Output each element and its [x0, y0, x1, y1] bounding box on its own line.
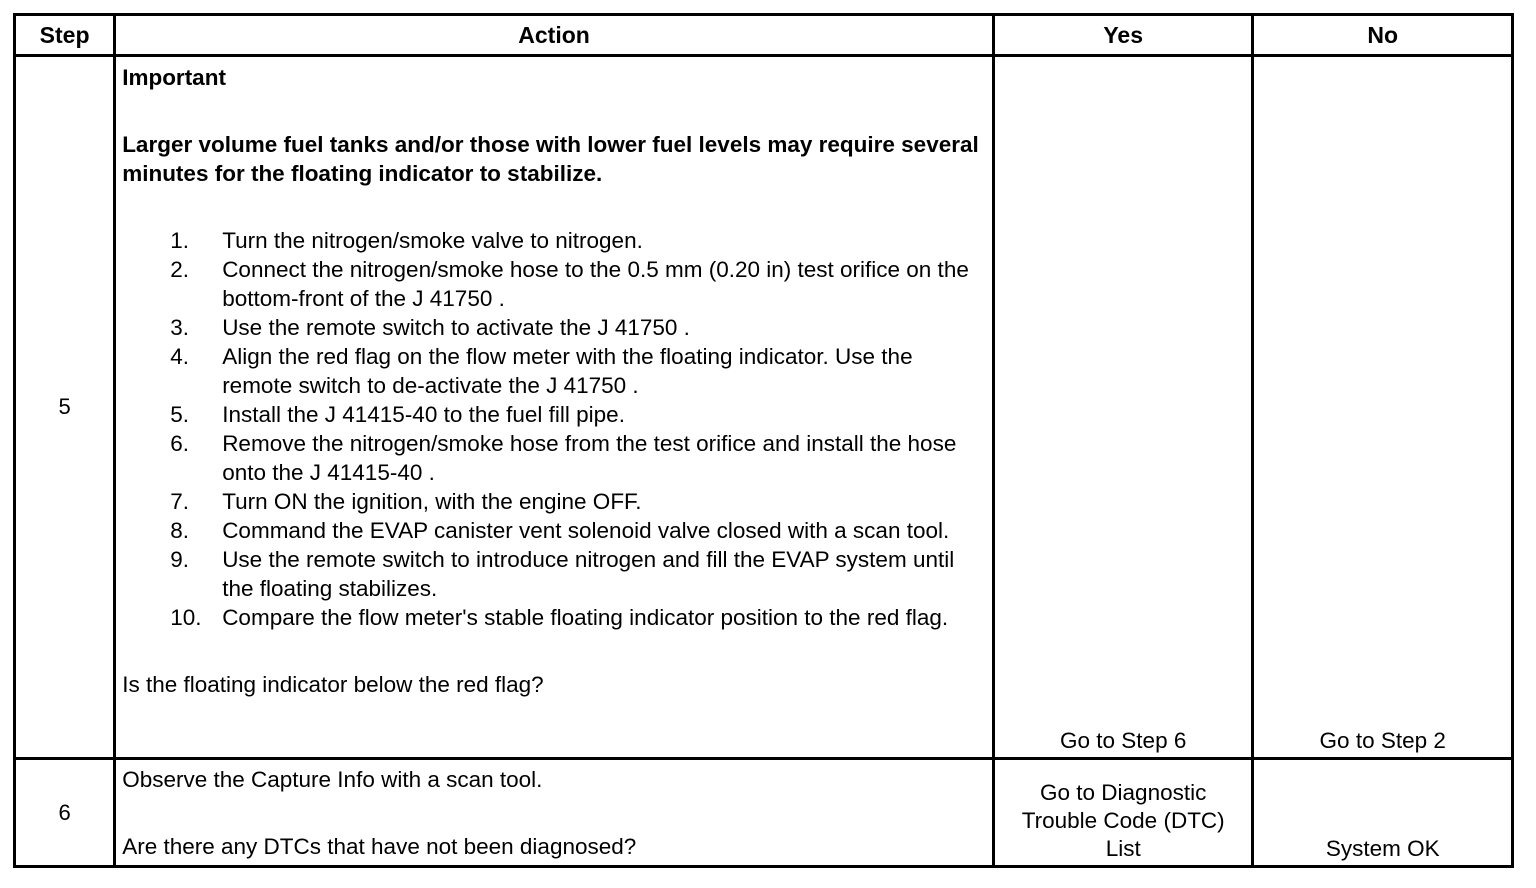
yes-result — [993, 759, 1253, 867]
header-no: No — [1253, 15, 1513, 56]
yes-result: Go to Step 6 — [993, 56, 1253, 759]
yes-result-line: Trouble Code (DTC) — [1021, 808, 1225, 833]
list-item — [122, 516, 986, 545]
list-item-text: Align the red flag on the flow meter with the floating indicator. Use the remote switch to de-activate the J 41750 . — [222, 344, 913, 398]
list-item — [122, 487, 986, 516]
question-text: Is the floating indicator below the red flag? — [122, 672, 544, 697]
list-item-number: 3. — [170, 315, 189, 340]
diagnostic-table — [13, 13, 1514, 868]
list-item-number: 9. — [170, 547, 189, 572]
list-item-text: Remove the nitrogen/smoke hose from the test orifice and install the hose onto the J 41415-40 . — [222, 431, 957, 485]
list-item-number: 7. — [170, 489, 189, 514]
action-cell — [115, 56, 994, 759]
header-step: Step — [15, 15, 115, 56]
list-item — [122, 226, 986, 255]
procedure-list — [122, 226, 986, 632]
step-number: 5 — [15, 56, 115, 759]
no-result: System OK — [1253, 759, 1513, 867]
list-item — [122, 342, 986, 400]
list-item-text: Compare the flow meter's stable floating indicator position to the red flag. — [222, 605, 949, 630]
header-action: Action — [115, 15, 994, 56]
action-cell — [115, 759, 994, 867]
table-row-step-5 — [15, 56, 1513, 759]
list-item-text: Turn ON the ignition, with the engine OFF. — [222, 489, 642, 514]
question-text: Are there any DTCs that have not been diagnosed? — [122, 834, 637, 859]
header-row — [15, 15, 1513, 56]
list-item-number: 1. — [170, 228, 189, 253]
no-result: Go to Step 2 — [1253, 56, 1513, 759]
list-item-number: 2. — [170, 257, 189, 282]
yes-result-line: Go to Diagnostic — [1040, 780, 1207, 805]
list-item-text: Turn the nitrogen/smoke valve to nitrogen. — [222, 228, 643, 253]
list-item — [122, 603, 986, 632]
table-row-step-6 — [15, 759, 1513, 867]
list-item — [122, 313, 986, 342]
list-item — [122, 400, 986, 429]
list-item-number: 8. — [170, 518, 189, 543]
yes-result-line: List — [1105, 836, 1141, 861]
list-item-text: Command the EVAP canister vent solenoid valve closed with a scan tool. — [222, 518, 950, 543]
action-text: Observe the Capture Info with a scan tool. — [122, 767, 543, 792]
list-item — [122, 545, 986, 603]
important-note: Larger volume fuel tanks and/or those with lower fuel levels may require several minutes for the floating indicator to stabilize. — [122, 132, 979, 186]
list-item-text: Use the remote switch to activate the J 41750 . — [222, 315, 690, 340]
header-yes: Yes — [993, 15, 1253, 56]
list-item-number: 10. — [170, 605, 202, 630]
list-item-number: 4. — [170, 344, 189, 369]
list-item-text: Install the J 41415-40 to the fuel fill pipe. — [222, 402, 625, 427]
list-item — [122, 255, 986, 313]
important-label: Important — [122, 65, 226, 90]
list-item-text: Use the remote switch to introduce nitrogen and fill the EVAP system until the floating stabilizes. — [222, 547, 955, 601]
step-number: 6 — [15, 759, 115, 867]
list-item-number: 5. — [170, 402, 189, 427]
list-item — [122, 429, 986, 487]
list-item-text: Connect the nitrogen/smoke hose to the 0.5 mm (0.20 in) test orifice on the bottom-front of the J 41750 . — [222, 257, 969, 311]
list-item-number: 6. — [170, 431, 189, 456]
